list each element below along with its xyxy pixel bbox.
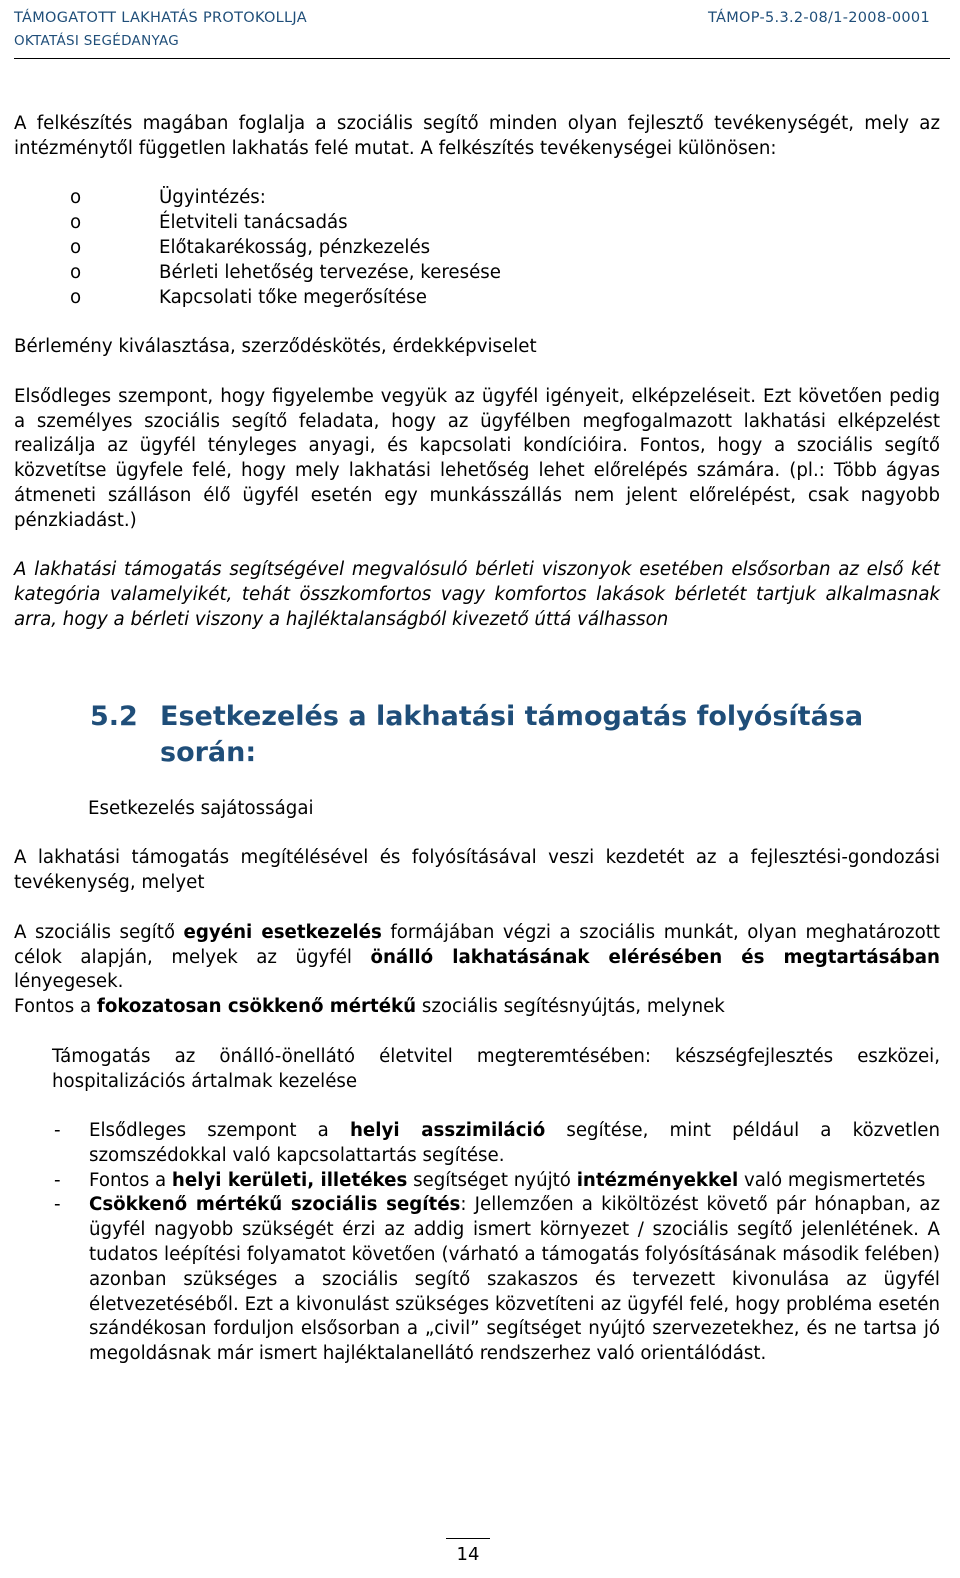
list-item: - Csökkenő mértékű szociális segítés: Jellemzően a kiköltözést követő pár hónapban, az ügyfél nagyobb szükségét érzi az addig ismert környezet / szociális segítő jelenlétének. A tudatos leépítési folyamatot követően (várható a támogatás folyósításának második felében) azonban szükséges a szociális segítő szakaszos és tervezett kivonulása az ügyfél életvezetéséből. Ezt a kivonulást szükséges közvetíteni az ügyfél felé, hogy probléma esetén szándékosan forduljon elsősorban a „civil” segítséget nyújtó szervezetekhez, és ne tartsa jó megoldásnak már ismert hajléktalanellátó rendszerhez való orientálódást. [54, 1194, 940, 1365]
preparation-list [14, 186, 940, 310]
berlemeny-paragraph: Bérlemény kiválasztása, szerződéskötés, érdekképviselet [14, 336, 537, 358]
page-footer [0, 1527, 960, 1567]
bullet-icon: o [70, 187, 82, 209]
dash-bullet: - [54, 1194, 61, 1216]
dash-bullet: - [54, 1120, 61, 1142]
tamogatas-paragraph: Támogatás az önálló-önellátó életvitel megteremtésében: készségfejlesztés eszközei, hospitalizációs ártalmak kezelése [52, 1045, 940, 1092]
list-item: o Előtakarékosság, pénzkezelés [14, 236, 940, 261]
bullet-icon: o [70, 286, 82, 308]
page-header [14, 8, 950, 59]
header-title: TÁMOGATOTT LAKHATÁS PROTOKOLLJA [14, 10, 307, 26]
list-item: o Életviteli tanácsadás [14, 211, 940, 236]
header-subtitle: OKTATÁSI SEGÉDANYAG [14, 33, 180, 49]
intro-paragraph: A felkészítés magában foglalja a szociális segítő minden olyan fejlesztő tevékenységét, mely az intézménytől független lakhatás felé mutat. A felkészítés tevékenységei különösen: [14, 113, 940, 159]
egyeni-paragraph: A szociális segítő egyéni esetkezelés formájában végzi a szociális munkát, olyan meghatározott célok alapján, melyek az ügyfél önálló lakhatásának elérésében és megtartásában lényegesek. [14, 921, 941, 993]
list-item: - Elsődleges szempont a helyi asszimiláció segítése, mint például a közvetlen szomszédokkal való kapcsolattartás segítése. [54, 1120, 940, 1166]
fontos-paragraph: Fontos a fokozatosan csökkenő mértékű szociális segítésnyújtás, melynek [14, 996, 725, 1018]
italic-paragraph: A lakhatási támogatás segítségével megvalósuló bérleti viszonyok esetében elsősorban az első két kategória valamelyikét, tehát összkomfortos vagy komfortos lakások bérletét tartjuk alkalmasnak arra, hogy a bérleti viszony a hajléktalanságból kivezető úttá válhasson [14, 559, 940, 630]
bullet-icon: o [70, 212, 82, 234]
lakhatasi-paragraph: A lakhatási támogatás megítélésével és folyósításával veszi kezdetét az a fejlesztési-gondozási tevékenység, melyet [14, 847, 940, 894]
page-number: 14 [456, 1544, 480, 1565]
list-item: o Ügyintézés: [14, 186, 940, 211]
section-title: Esetkezelés a lakhatási támogatás folyósítása során: [160, 700, 864, 768]
subheading: Esetkezelés sajátosságai [88, 797, 314, 819]
list-item: - Fontos a helyi kerületi, illetékes segítséget nyújtó intézményekkel való megismertetés [14, 1169, 940, 1194]
list-item: o Kapcsolati tőke megerősítése [14, 286, 940, 311]
bullet-icon: o [70, 236, 82, 258]
footer-divider [446, 1538, 490, 1539]
bullet-icon: o [70, 261, 82, 283]
page-content [14, 112, 940, 1367]
section-heading [14, 699, 940, 771]
elsodleges-paragraph: Elsődleges szempont, hogy figyelembe vegyük az ügyfél igényeit, elképzeléseit. Ezt követően pedig a személyes szociális segítő feladata, hogy az ügyfélben megfogalmazott lakhatási elképzelést realizálja az ügyfél tényleges anyagi, és kapcsolati kondícióira. Fontos, hogy a szociális segítő közvetítse ügyfele felé, hogy mely lakhatási lehetőség lehet előrelépés számára. (pl.: Több ágyas átmeneti szálláson élő ügyfél esetén egy munkásszállás nem jelent előrelépést, csak nagyobb pénzkiadást.) [14, 385, 940, 531]
dash-list [14, 1119, 940, 1367]
header-project-code: TÁMOP-5.3.2-08/1-2008-0001 [708, 10, 930, 26]
dash-bullet: - [54, 1169, 61, 1191]
section-number: 5.2 [90, 700, 138, 732]
list-item: o Bérleti lehetőség tervezése, keresése [14, 261, 940, 286]
